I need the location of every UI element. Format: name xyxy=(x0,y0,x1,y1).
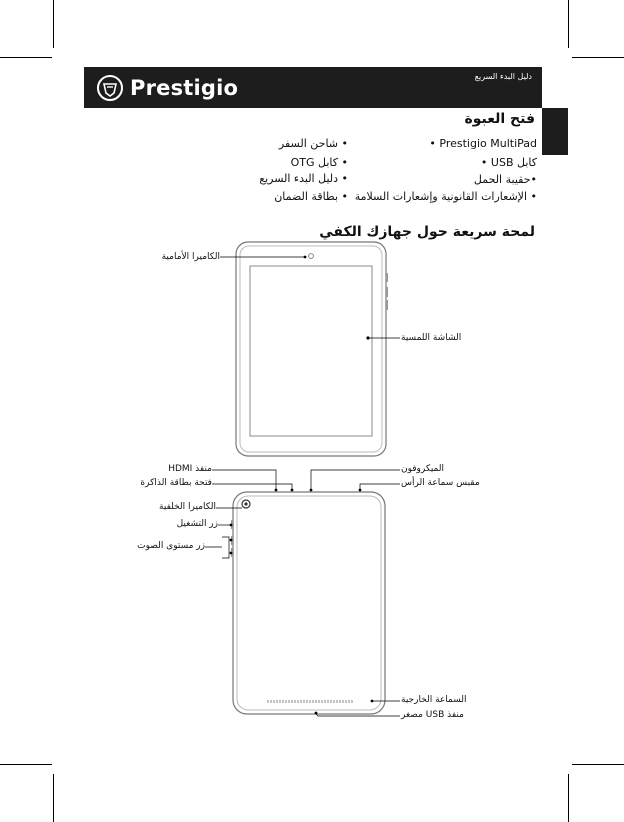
headphone-jack-label: مقبس سماعة الرأس xyxy=(401,478,480,488)
leader-line xyxy=(222,537,229,558)
box-item: • كابل OTG xyxy=(290,156,348,169)
brand-name: Prestigio xyxy=(130,76,239,100)
leader-line xyxy=(311,470,400,490)
tablet-back-body xyxy=(233,492,385,714)
microphone-label: الميكروفون xyxy=(401,464,445,474)
side-button xyxy=(386,273,388,282)
card-slot-label: فتحة بطاقة الذاكرة xyxy=(140,478,212,488)
hdmi-port-label: منفذ HDMI xyxy=(168,464,212,474)
leader-line xyxy=(360,484,400,490)
front-camera-label: الكاميرا الأمامية xyxy=(161,252,220,262)
box-item: كابل USB • xyxy=(480,156,537,169)
leader-line xyxy=(212,484,292,490)
guide-title: دليل البدء السريع xyxy=(474,72,532,81)
micro-usb-label: منفذ USB مصغر xyxy=(401,710,464,720)
side-button xyxy=(386,300,388,310)
box-item: • الإشعارات القانونية وإشعارات السلامة xyxy=(354,190,537,203)
speaker-label: السماعة الخارجية xyxy=(401,695,467,705)
box-item: • شاحن السفر xyxy=(278,137,348,150)
box-item: • دليل البدء السريع xyxy=(259,172,348,185)
side-button xyxy=(386,287,388,297)
power-button-label: زر التشغيل xyxy=(176,519,218,529)
volume-button-label: زر مستوى الصوت xyxy=(137,541,205,551)
leader-line xyxy=(212,470,276,490)
rear-camera-label: الكاميرا الخلفية xyxy=(159,502,216,512)
box-contents-title: فتح العبوة xyxy=(464,111,535,127)
box-item: Prestigio MultiPad • xyxy=(429,137,537,150)
touchscreen xyxy=(250,266,372,436)
overview-title: لمحة سريعة حول جهازك الكفي xyxy=(319,224,535,240)
box-item: • بطاقة الضمان xyxy=(274,190,348,203)
touchscreen-label: الشاشة اللمسية xyxy=(401,333,462,343)
box-item: •حقيبة الحمل xyxy=(473,173,537,186)
